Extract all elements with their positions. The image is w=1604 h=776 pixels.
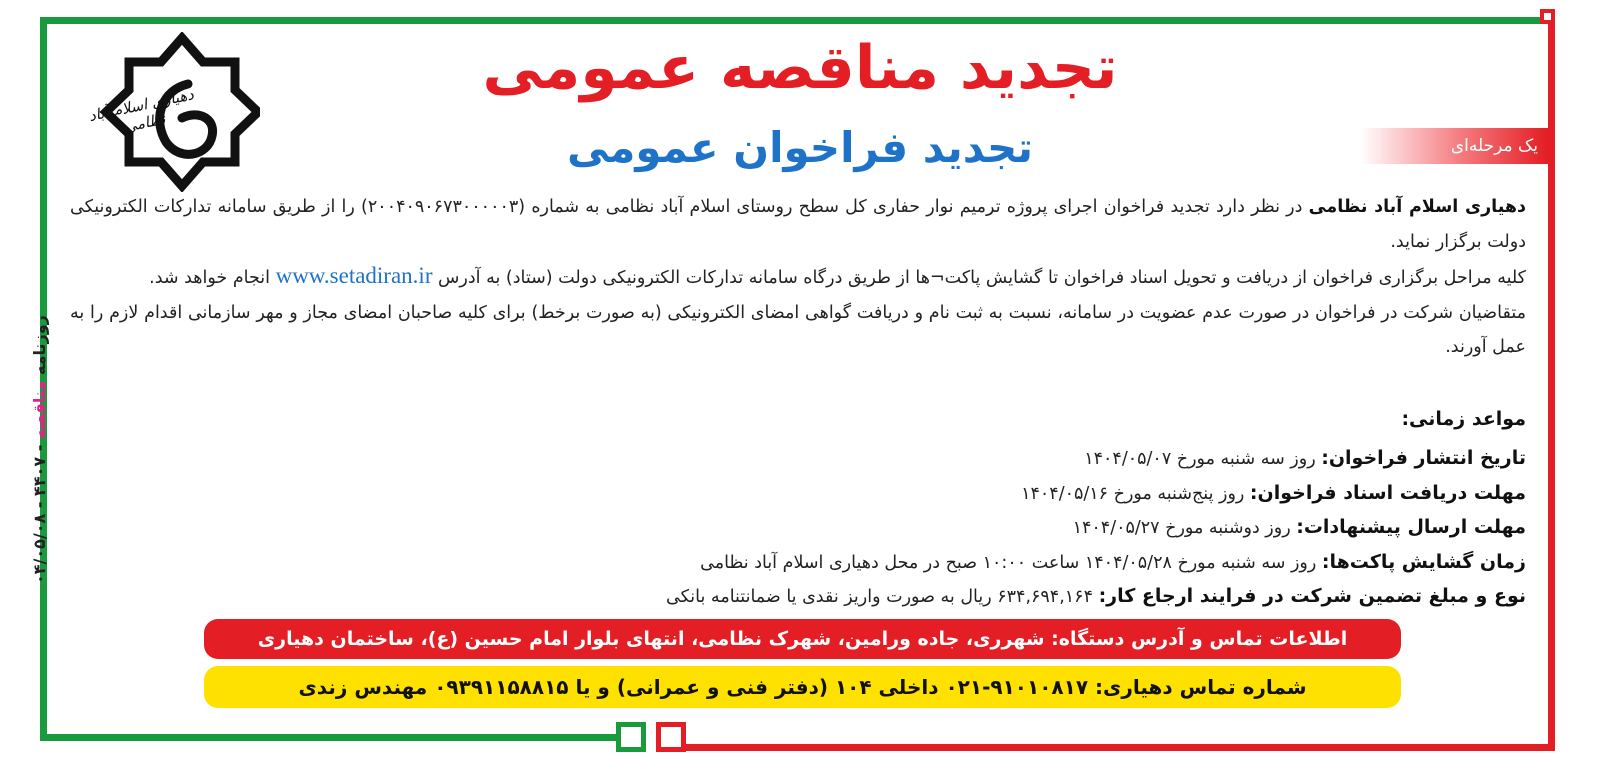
- process-text: کلیه مراحل برگزاری فراخوان از دریافت و تحویل اسناد فراخوان تا گشایش پاکت¬ها از طریق درگاه سامانه تدارکات الکترونیکی دولت (ستاد) به آدرس: [432, 268, 1526, 288]
- schedule-item-label: نوع و مبلغ تضمین شرکت در فرایند ارجاع کار:: [1098, 585, 1526, 607]
- schedule-item-value: روز دوشنبه مورخ ۱۴۰۴/۰۵/۲۷: [1072, 518, 1297, 538]
- corner-square-decoration: [1540, 9, 1555, 24]
- schedule-item-value: ۶۳۴,۶۹۴,۱۶۴ ریال به صورت واریز نقدی یا ضمانتنامه بانکی: [666, 587, 1099, 607]
- process-tail: انجام خواهد شد.: [149, 268, 276, 288]
- schedule-item-value: روز سه شنبه مورخ ۱۴۰۴/۰۵/۲۸ ساعت ۱۰:۰۰ صبح در محل دهیاری اسلام آباد نظامی: [700, 552, 1322, 573]
- paragraph-intro: [70, 190, 1526, 259]
- schedule-item: [526, 579, 1526, 614]
- red-square-decoration: [656, 722, 686, 752]
- schedule-item: [526, 510, 1526, 545]
- page-title: تجدید مناقصه عمومی: [482, 33, 1118, 103]
- logo-caption: دهیاری اسلام آباد نظامی: [87, 85, 196, 136]
- green-square-decoration: [616, 722, 646, 752]
- schedule-item-label: مهلت ارسال پیشنهادات:: [1296, 516, 1526, 538]
- organization-name: دهیاری اسلام آباد نظامی: [1308, 197, 1526, 217]
- schedule-item-label: زمان گشایش پاکت‌ها:: [1321, 550, 1526, 573]
- schedule-item: [526, 476, 1526, 511]
- newspaper-word: روزنامه: [30, 315, 49, 381]
- setadiran-link[interactable]: www.setadiran.ir: [275, 263, 433, 288]
- contact-address-bar: اطلاعات تماس و آدرس دستگاه: شهرری، جاده ورامین، شهرک نظامی، انتهای بلوار امام حسین (ع)، ساختمان دهیاری: [204, 619, 1401, 659]
- frame-top-border: [40, 17, 1548, 24]
- schedule-item: [526, 545, 1526, 580]
- paragraph-process: [70, 259, 1526, 296]
- schedule-item: [526, 441, 1526, 476]
- schedule-heading: مواعد زمانی:: [1401, 408, 1526, 430]
- schedule-item-label: مهلت دریافت اسناد فراخوان:: [1249, 481, 1526, 504]
- stage-badge: یک مرحله‌ای: [1360, 128, 1548, 164]
- page-subtitle: تجدید فراخوان عمومی: [566, 123, 1034, 172]
- schedule-item-value: روز پنج‌شنبه مورخ ۱۴۰۴/۰۵/۱۶: [1021, 483, 1250, 504]
- announcement-body: [70, 190, 1526, 365]
- frame-bottom-red-border: [680, 744, 1555, 751]
- contact-phone-bar: شماره تماس دهیاری: ۹۱۰۱۰۸۱۷-۰۲۱ داخلی ۱۰۴ (دفتر فنی و عمرانی) و یا ۰۹۳۹۱۱۵۸۸۱۵ مهندس زندی: [204, 666, 1401, 708]
- schedule-list: [526, 441, 1526, 614]
- schedule-item-value: روز سه شنبه مورخ ۱۴۰۴/۰۵/۰۷: [1084, 449, 1322, 469]
- registration-text: متقاضیان شرکت در فراخوان در صورت عدم عضویت در سامانه، نسبت به ثبت نام و دریافت گواهی امضای الکترونیکی (به صورت برخط) برای کلیه صاحبان امضای مجاز و مهر سازمانی اقدام لازم را به عمل آورند.: [70, 302, 1526, 357]
- newspaper-issue-label: [30, 315, 56, 605]
- newspaper-brand: مناقصه: [30, 380, 49, 439]
- schedule-item-label: تاریخ انتشار فراخوان:: [1321, 447, 1526, 469]
- frame-right-border: [1548, 17, 1555, 751]
- intro-text: در نظر دارد تجدید فراخوان اجرای پروژه ترمیم نوار حفاری کل سطح روستای اسلام آباد نظامی به شماره (۲۰۰۴۰۹۰۶۷۳۰۰۰۰۰۳) را از طریق سامانه تدارکات الکترونیکی دولت برگزار نماید.: [70, 197, 1526, 252]
- frame-bottom-green-border: [40, 734, 630, 741]
- paragraph-registration: [70, 296, 1526, 365]
- issue-info: - ۴۴۰۷ - ۰۴/۰۵/۰۸: [30, 438, 49, 584]
